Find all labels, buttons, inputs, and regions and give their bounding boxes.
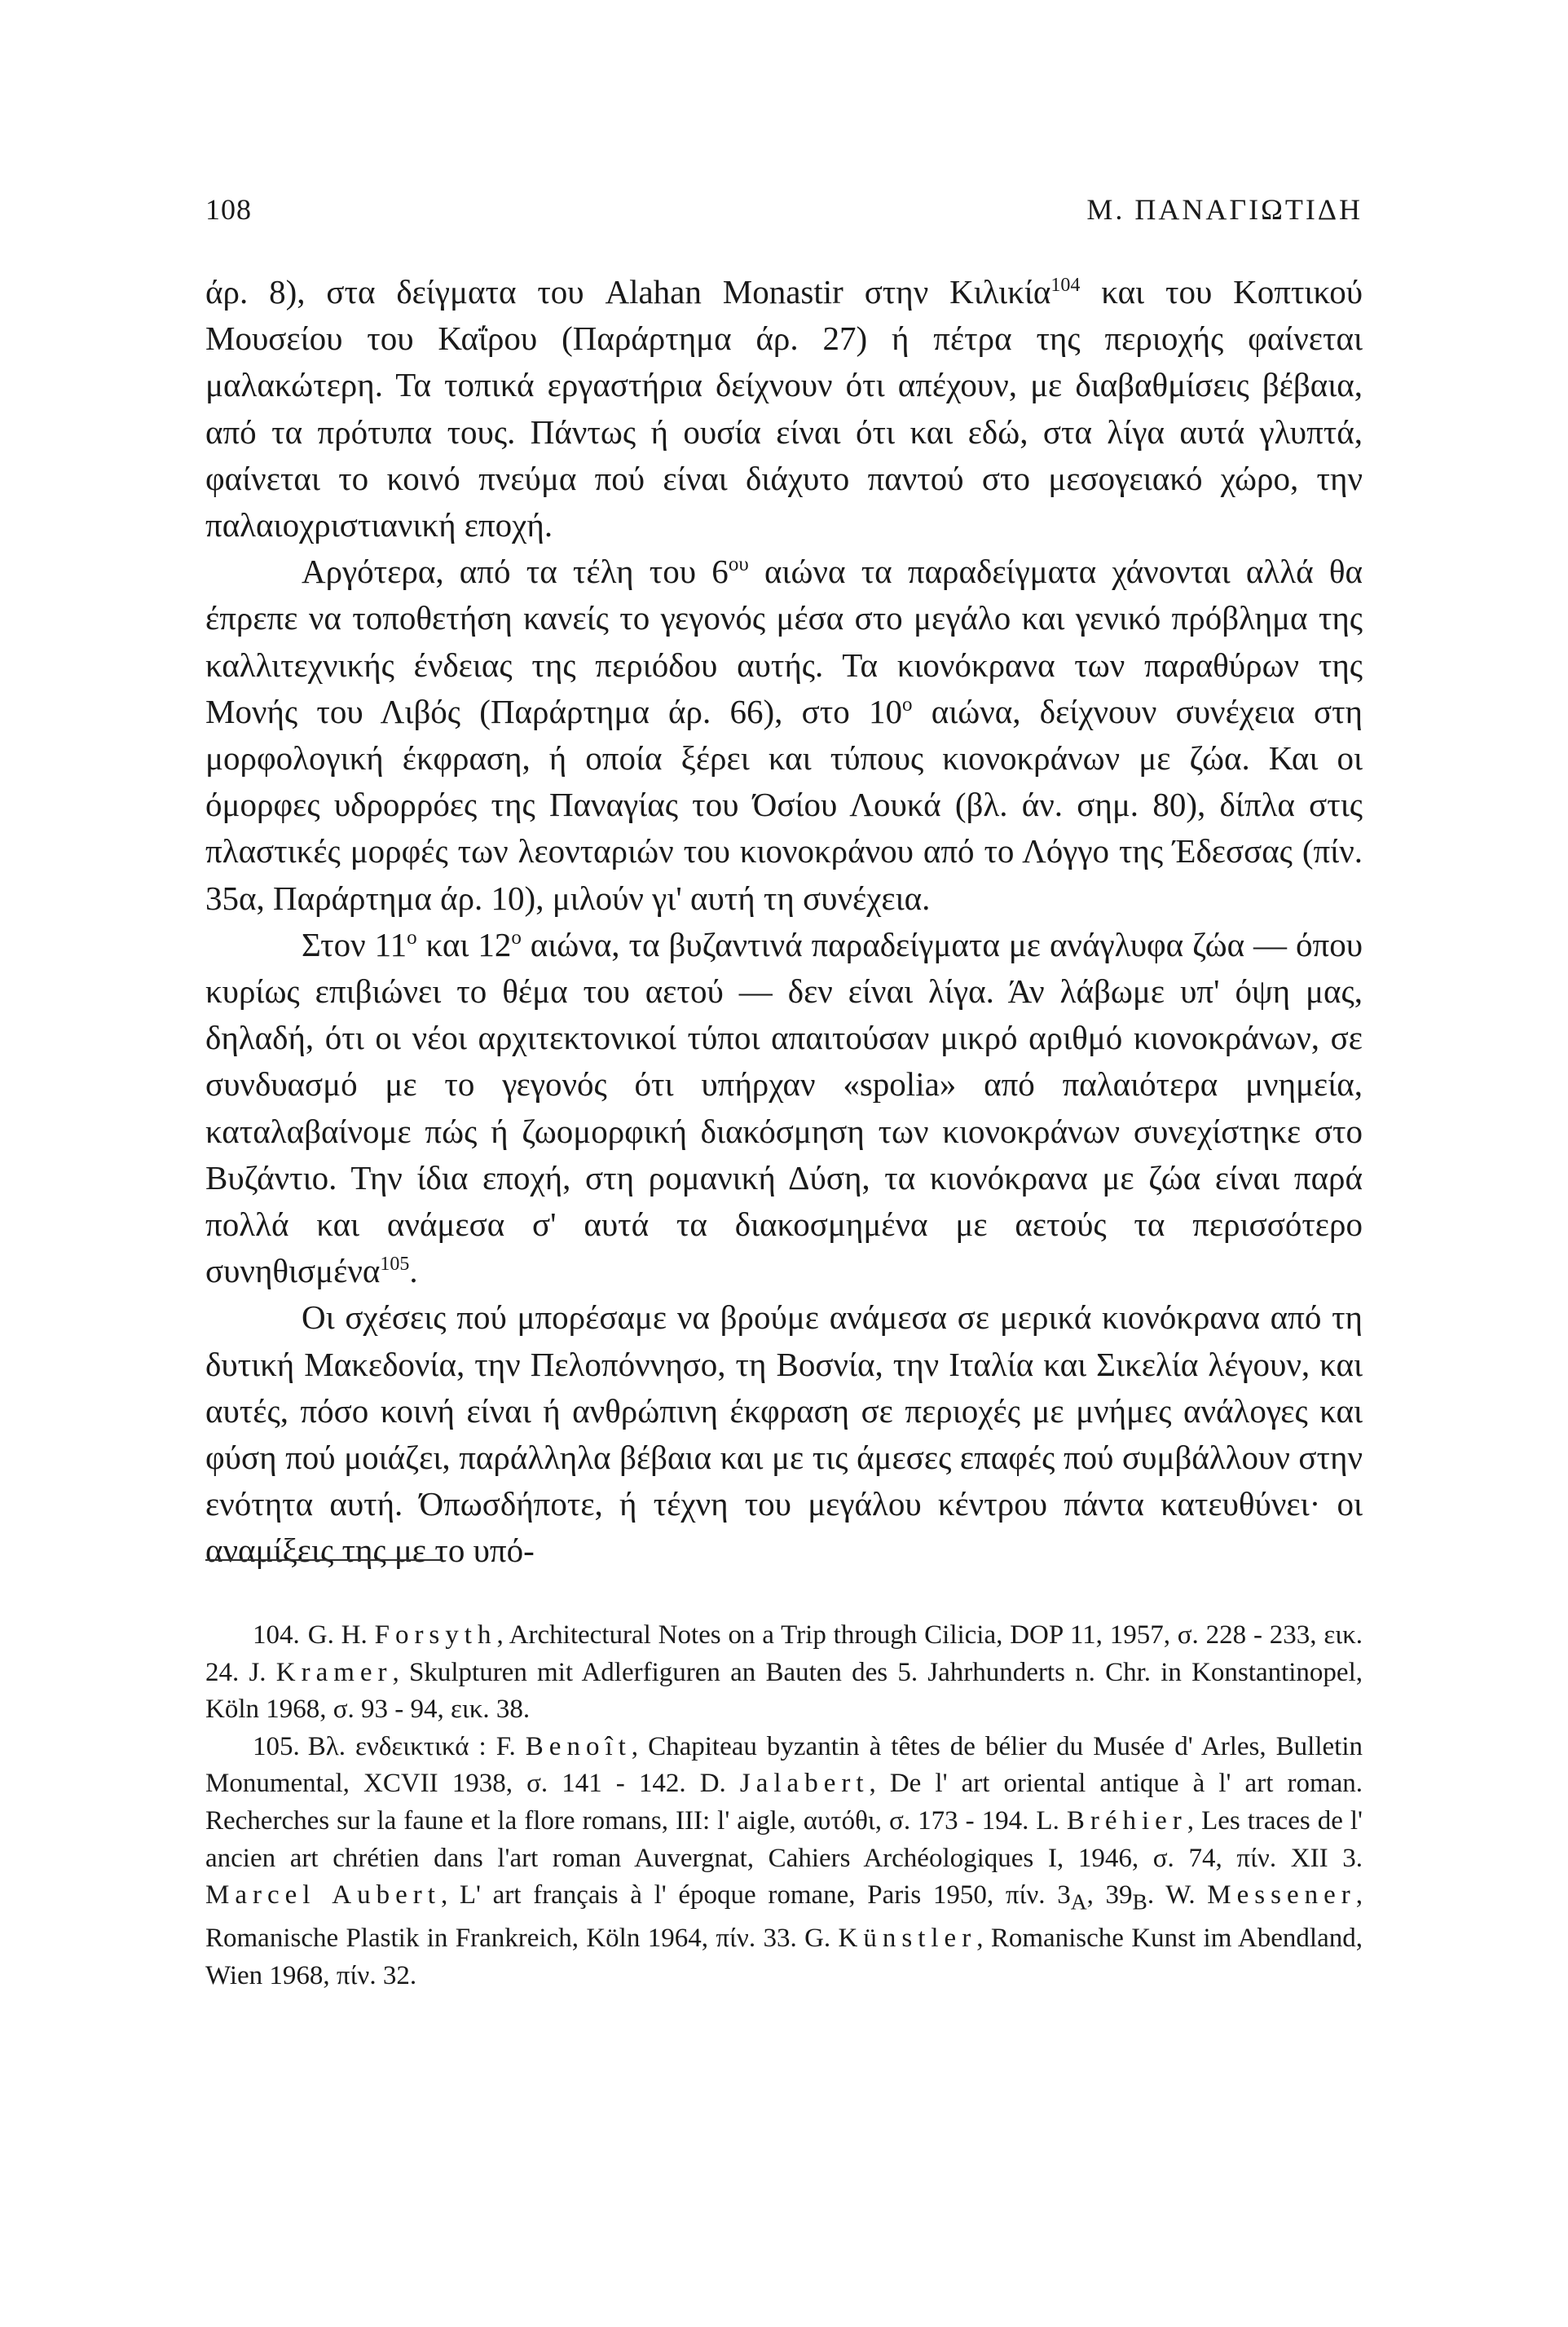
paragraph-2-text-end: αιώνα, δείχνουν συνέχεια στη μορφολογική έκφραση, ή οποία ξέρει και τύπους κιονοκράνων με ζώα. Και οι όμορφες υδρορρόες της Παναγίας του Όσίου Λουκά (βλ. άν. σημ. 80), δίπλα στις πλαστικές μορφές των λεονταριών του κιονοκράνου από το Λόγγο της Έδεσσας (πίν. 35α, Παράρτημα άρ. 10), μιλούν γι' αυτή τη συνέχεια. — [205, 692, 1363, 917]
footnote-105 — [205, 1729, 1363, 1995]
body-text — [205, 269, 1363, 1575]
page-header — [205, 192, 1363, 241]
ordinal-superscript: ο — [511, 926, 522, 949]
footnote-ref-104[interactable]: 104 — [1050, 275, 1081, 296]
paragraph-4-text: Οι σχέσεις πού μπορέσαμε να βρούμε ανάμεσα σε μερικά κιονόκρανα από τη δυτική Μακεδονία, την Πελοπόννησο, τη Βοσνία, την Ιταλία και Σικελία λέγουν, και αυτές, πόσο κοινή είναι ή ανθρώπινη έκφραση σε περιοχές με μνήμες ανάλογες και φύση πού μοιάζει, παράλληλα βέβαια και με τις άμεσες επαφές πού συμβάλλουν στην ενότητα αυτή. Όπωσδήποτε, ή τέχνη του μεγάλου κέντρου πάντα κατευθύνει· οι αναμίξεις της με το υπό- — [205, 1298, 1363, 1570]
ordinal-superscript: ο — [407, 926, 417, 949]
paragraph-3-text-cont: και 12 — [416, 925, 512, 963]
footnote-text: , Chapiteau byzantin à têtes de bélier du Musée d' Arles, Bulletin Monumental, XCVII 1938, σ. 141 - 142. D. — [205, 1731, 1363, 1799]
footnote-number: 105. — [253, 1731, 300, 1761]
paragraph-1-text-cont: και του Κοπτικού Μουσείου του Καΐρου (Παράρτημα άρ. 27) ή πέτρα της περιοχής φαίνεται μαλακώτερη. Τα τοπικά εργαστήρια δείχνουν ότι απέχουν, με διαβαθμίσεις βέβαια, από τα πρότυπα τους. Πάντως ή ουσία είναι ότι και εδώ, στα λίγα αυτά γλυπτά, φαίνεται το κοινό πνεύμα πού είναι διάχυτο παντού στο μεσογειακό χώρο, την παλαιοχριστιανική εποχή. — [205, 273, 1363, 544]
footnote-ref-105[interactable]: 105 — [380, 1254, 410, 1276]
plate-subscript: B — [1132, 1888, 1147, 1915]
author-name: Bréhier — [1066, 1805, 1187, 1836]
footnote-text: , Romanische Kunst im Abendland, Wien 1968, πίν. 32. — [205, 1924, 1363, 1990]
footnote-104 — [205, 1617, 1363, 1729]
author-name: Marcel Aubert — [205, 1880, 441, 1911]
paragraph-3-text-end: . — [409, 1252, 418, 1290]
ordinal-superscript: ο — [901, 693, 913, 716]
paragraph-3-text: Στον 11 — [302, 925, 407, 963]
footnotes — [205, 1617, 1363, 1995]
footnote-text: , Architectural Notes on a Trip through Cilicia, DOP 11, 1957, σ. 228 - 233, εικ. 24. J. — [205, 1620, 1363, 1687]
footnote-text: , L' art français à l' époque romane, Paris 1950, πίν. 3 — [440, 1880, 1071, 1911]
paragraph-2 — [205, 549, 1363, 922]
paragraph-2-text-cont: αιώνα τα παραδείγματα χάνονται αλλά θα έπρεπε να τοποθετήση κανείς το γεγονός μέσα στο μεγάλο και γενικό πρόβλημα της καλλιτεχνικής ένδειας της περιόδου αυτής. Τα κιονόκρανα των παραθύρων της Μονής του Λιβός (Παράρτημα άρ. 66), στο 10 — [205, 553, 1363, 730]
footnote-number: 104. — [253, 1620, 300, 1650]
plate-subscript: A — [1070, 1888, 1087, 1915]
footnote-text: , Les traces de l' ancien art chrétien dans l'art roman Auvergnat, Cahiers Archéologiques I, 1946, σ. 74, πίν. XII 3. — [205, 1805, 1363, 1873]
footnote-text: G. H. — [307, 1620, 375, 1650]
paragraph-3-text-main: αιώνα, τα βυζαντινά παραδείγματα με ανάγλυφα ζώα — όπου κυρίως επιβιώνει το θέμα του αετού — δεν είναι λίγα. Άν λάβωμε υπ' όψη μας, δηλαδή, ότι οι νέοι αρχιτεκτονικοί τύποι απαιτούσαν μικρό αριθμό κιονοκράνων, σε συνδυασμό με το γεγονός ότι υπήρχαν «spolia» από παλαιότερα μνημεία, καταλαβαίνομε πώς ή ζωομορφική διακόσμηση των κιονοκράνων συνεχίστηκε στο Βυζάντιο. Την ίδια εποχή, στη ρομανική Δύση, τα κιονόκρανα με ζώα είναι παρά πολλά και ανάμεσα σ' αυτά τα διακοσμημένα με αετούς τα περισσότερο συνηθισμένα — [205, 925, 1363, 1290]
footnote-text: , Skulpturen mit Adlerfiguren an Bauten des 5. Jahrhunderts n. Chr. in Konstantinopel, Köln 1968, σ. 93 - 94, εικ. 38. — [205, 1657, 1363, 1725]
author-name: Kramer — [275, 1657, 393, 1687]
paragraph-1-text: άρ. 8), στα δείγματα του Alahan Monastir στην Κιλικία — [205, 273, 1051, 311]
author-name: Jalabert — [739, 1769, 870, 1799]
paragraph-2-text: Αργότερα, από τα τέλη του 6 — [302, 553, 729, 591]
author-name: Künstler — [838, 1924, 977, 1954]
running-head: Μ. ΠΑΝΑΓΙΩΤΙΔΗ — [1086, 193, 1363, 226]
author-name: Messener — [1207, 1880, 1356, 1911]
ordinal-superscript: ου — [728, 553, 749, 576]
footnote-text: , Romanische Plastik in Frankreich, Köln 1964, πίν. 33. G. — [205, 1880, 1363, 1954]
footnote-text: . W. — [1147, 1880, 1208, 1911]
paragraph-1 — [205, 269, 1363, 549]
author-name: Forsyth — [374, 1620, 497, 1650]
paragraph-3 — [205, 922, 1363, 1295]
footnote-text: Βλ. ενδεικτικά : F. — [307, 1731, 526, 1761]
paragraph-4 — [205, 1294, 1363, 1574]
page-number: 108 — [205, 193, 252, 226]
footnote-text: , De l' art oriental antique à l' art roman. Recherches sur la faune et la flore romans, III: l' aigle, αυτόθι, σ. 173 - 194. L. — [205, 1769, 1363, 1836]
author-name: Benoît — [525, 1731, 632, 1761]
footnote-text: , 39 — [1086, 1880, 1133, 1911]
footnote-divider — [205, 1559, 442, 1561]
